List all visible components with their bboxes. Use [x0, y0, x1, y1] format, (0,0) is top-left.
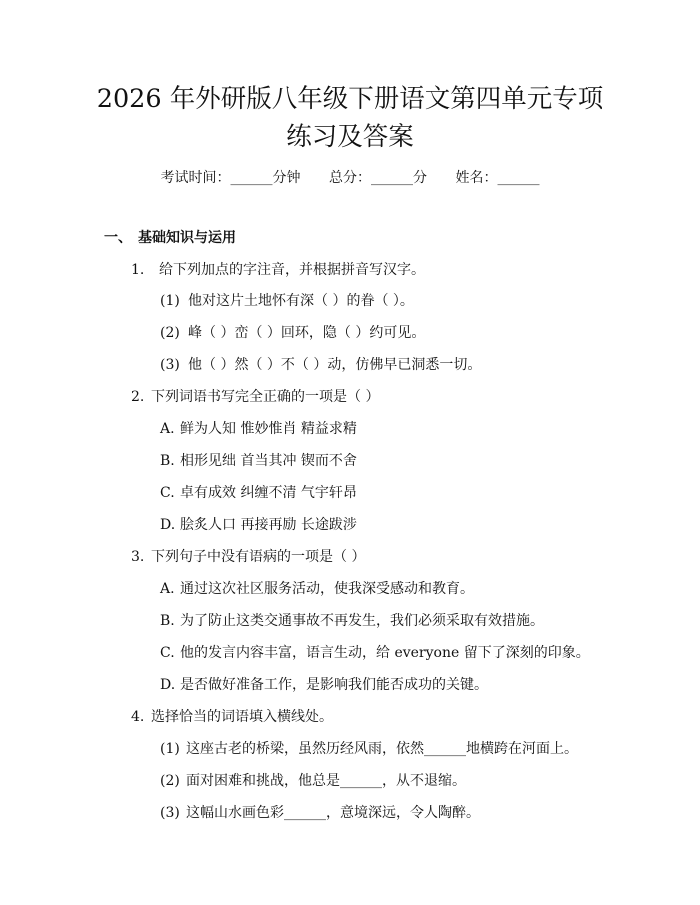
option-text: 是否做好准备工作，是影响我们能否成功的关键。	[180, 677, 488, 693]
question-text: 给下列加点的字注音，并根据拼音写汉字。	[159, 262, 425, 278]
question-number: 3.	[131, 549, 145, 565]
question-2-stem	[131, 386, 379, 408]
option-letter: B.	[160, 453, 175, 469]
item-number: (1)	[160, 741, 180, 757]
item-text: 他（ ）然（ ）不（ ）动，仿佛早已洞悉一切。	[188, 357, 482, 373]
question-4-item-2	[160, 770, 466, 792]
item-text: 面对困难和挑战，他总是______，从不退缩。	[186, 773, 466, 789]
question-1-item-1	[160, 290, 414, 312]
question-text: 选择恰当的词语填入横线处。	[151, 709, 333, 725]
title-line-2: 练习及答案	[286, 122, 414, 152]
question-1-item-3	[160, 354, 481, 376]
question-number: 4.	[131, 709, 145, 725]
document-title	[0, 80, 700, 156]
section-title: 基础知识与运用	[138, 230, 236, 246]
question-text: 下列句子中没有语病的一项是（ ）	[151, 549, 366, 565]
question-4-stem	[131, 706, 333, 728]
option-text: 相形见绌 首当其冲 锲而不舍	[180, 453, 357, 469]
option-text: 脍炙人口 再接再励 长途跋涉	[180, 517, 357, 533]
option-text: 卓有成效 纠缠不清 气宇轩昂	[180, 485, 357, 501]
section-number: 一、	[104, 230, 132, 246]
question-3-stem	[131, 546, 365, 568]
title-line-1: 2026 年外研版八年级下册语文第四单元专项	[96, 84, 604, 114]
option-text: 他的发言内容丰富，语言生动，给 everyone 留下了深刻的印象。	[180, 645, 590, 661]
question-3-option-c	[160, 642, 590, 664]
item-number: (2)	[160, 325, 180, 341]
question-2-option-b	[160, 450, 357, 472]
question-number: 2.	[131, 389, 145, 405]
question-2-option-d	[160, 514, 357, 536]
item-text: 峰（ ）峦（ ）回环，隐（ ）约可见。	[188, 325, 426, 341]
question-3-option-b	[160, 610, 544, 632]
option-letter: C.	[160, 645, 175, 661]
item-number: (3)	[160, 357, 180, 373]
question-3-option-a	[160, 578, 474, 600]
item-text: 他对这片土地怀有深（ ）的眷（ ）。	[188, 293, 414, 309]
question-4-item-1	[160, 738, 578, 760]
option-letter: D.	[160, 517, 176, 533]
item-number: (3)	[160, 805, 180, 821]
question-4-item-3	[160, 802, 480, 824]
question-1-stem	[131, 259, 425, 281]
exam-total-score: 总分：______分	[329, 170, 427, 186]
exam-info	[0, 168, 700, 188]
question-1-item-2	[160, 322, 425, 344]
item-number: (1)	[160, 293, 180, 309]
option-text: 为了防止这类交通事故不再发生，我们必须采取有效措施。	[180, 613, 544, 629]
question-number: 1.	[131, 262, 145, 278]
option-letter: A.	[160, 421, 175, 437]
section-heading-1	[104, 227, 236, 249]
question-text: 下列词语书写完全正确的一项是（ ）	[151, 389, 380, 405]
option-letter: B.	[160, 613, 175, 629]
item-text: 这座古老的桥梁，虽然历经风雨，依然______地横跨在河面上。	[186, 741, 578, 757]
question-2-option-a	[160, 418, 357, 440]
item-text: 这幅山水画色彩______，意境深远，令人陶醉。	[186, 805, 480, 821]
option-text: 通过这次社区服务活动，使我深受感动和教育。	[180, 581, 474, 597]
option-letter: C.	[160, 485, 175, 501]
option-letter: A.	[160, 581, 175, 597]
question-2-option-c	[160, 482, 357, 504]
exam-student-name: 姓名：______	[455, 170, 540, 186]
option-text: 鲜为人知 惟妙惟肖 精益求精	[180, 421, 357, 437]
exam-time: 考试时间：______分钟	[160, 170, 301, 186]
item-number: (2)	[160, 773, 180, 789]
question-3-option-d	[160, 674, 488, 696]
option-letter: D.	[160, 677, 176, 693]
